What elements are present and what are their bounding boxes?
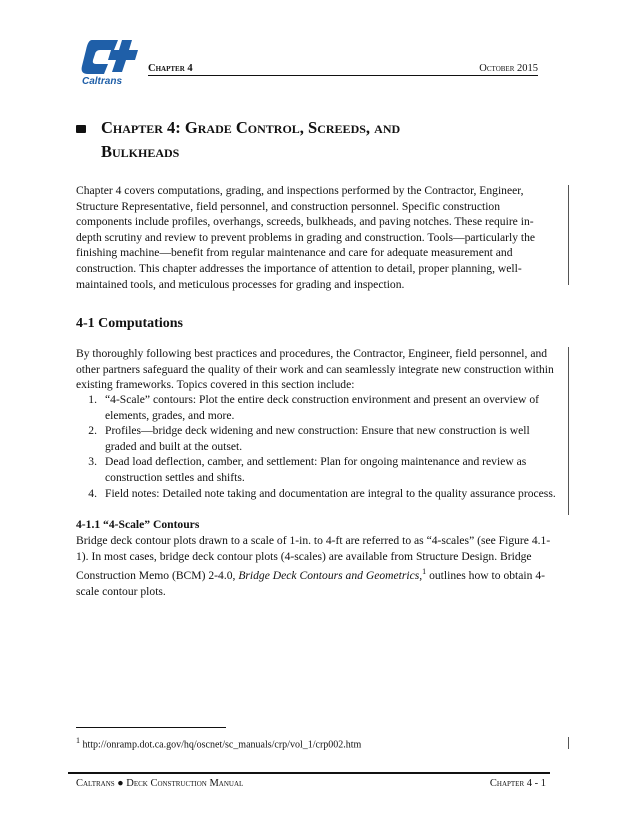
header-date: October 2015: [479, 63, 538, 74]
running-header: [148, 63, 538, 76]
list-item: 4. Field notes: Detailed note taking and documentation are integral to the quality assurance process.: [88, 486, 556, 500]
header-chapter: Chapter 4: [148, 63, 193, 74]
list-item: 3. Dead load deflection, camber, and settlement: Plan for ongoing maintenance and review as construction settles and shifts.: [88, 455, 527, 484]
section-4-1-1-paragraph: Bridge deck contour plots drawn to a scale of 1-in. to 4-ft are referred to as “4-scales” (see Figure 4.1-1). In most cases, bridge deck contour plots (4-scales) are available from Structure Design. Bridge Construction Memo (BCM) 2-4.0, Bridge Deck Contours and Geometrics,$^1$ outlines how to obtain 4-scale contour plots.: [76, 534, 551, 598]
footnote: $^1$ http://onramp.dot.ca.gov/hq/oscnet/sc_manuals/crp/vol_1/crp002.htm: [76, 736, 362, 751]
footer-left: Caltrans ● Deck Construction Manual: [76, 778, 244, 789]
running-footer: [76, 778, 546, 789]
caltrans-logo: [78, 38, 144, 86]
topics-list: [76, 392, 556, 501]
chapter-bullet-icon: [76, 125, 86, 133]
list-item: 2. Profiles—bridge deck widening and new construction: Ensure that new construction is well graded and built at the outset.: [88, 424, 530, 453]
revision-bar: [568, 347, 569, 515]
section-heading-4-1-1: 4-1.1 “4-Scale” Contours: [76, 518, 200, 531]
list-item: 1. “4-Scale” contours: Plot the entire deck construction environment and present an overview of elements, grades, and more.: [88, 393, 539, 422]
footnote-url[interactable]: http://onramp.dot.ca.gov/hq/oscnet/sc_manuals/crp/vol_1/crp002.htm: [80, 739, 362, 751]
footnote-rule: [76, 727, 226, 728]
revision-bar: [568, 737, 569, 749]
chapter-title: Chapter 4: Grade Control, Screeds, and Bulkheads: [101, 118, 401, 161]
intro-paragraph: Chapter 4 covers computations, grading, and inspections performed by the Contractor, Engineer, Structure Representative, field personnel, and construction personnel. Specific construction components include profiles, overhangs, screeds, bulkheads, and paving notches. These require in-depth scrutiny and review to prevent problems in grading and construction. Tools—particularly the finishing machine—benefit from regular maintenance and care for adequate measurement and construction. This chapter addresses the importance of attention to detail, proper planning, well-maintained tools, and meticulous processes for grading and inspection.: [76, 184, 536, 291]
section-4-1-paragraph: By thoroughly following best practices and procedures, the Contractor, Engineer, field personnel, and other partners safeguard the quality of their work and can seamlessly integrate new construction within existing frameworks. Topics covered in this section include:: [76, 347, 554, 392]
svg-text:Caltrans: Caltrans: [82, 76, 123, 86]
footer-page: Chapter 4 - 1: [489, 778, 546, 789]
section-heading-4-1: 4-1 Computations: [76, 316, 183, 331]
footer-rule: [68, 772, 550, 774]
revision-bar: [568, 185, 569, 285]
